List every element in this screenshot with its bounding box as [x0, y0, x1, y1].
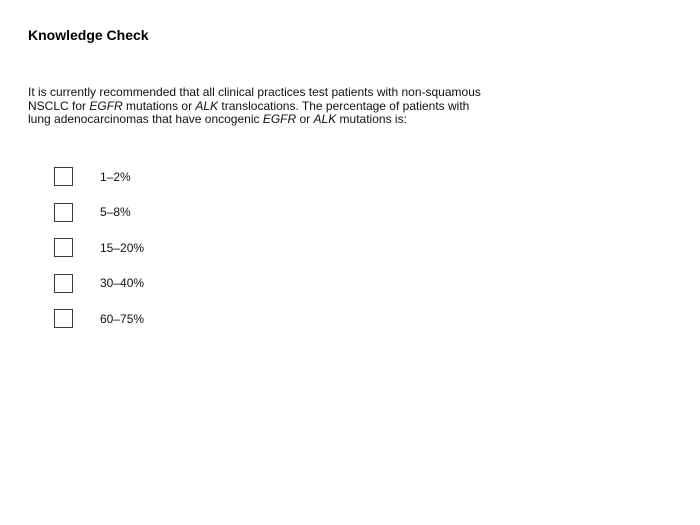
question-text-fragment: translocations. The percentage of patients with	[218, 98, 470, 113]
question-text-fragment: lung adenocarcinomas that have oncogenic	[28, 112, 263, 126]
gene-name-alk: ALK	[195, 98, 219, 113]
question-text-fragment: or	[296, 112, 314, 126]
answer-option-3[interactable]	[54, 236, 144, 259]
answer-option-1[interactable]	[54, 165, 144, 188]
option-label: 30–40%	[100, 276, 145, 290]
option-checkbox[interactable]	[54, 309, 73, 328]
question-text-fragment: NSCLC for	[28, 98, 90, 113]
option-label: 5–8%	[100, 205, 131, 219]
answer-option-4[interactable]	[54, 272, 144, 295]
answer-option-2[interactable]	[54, 201, 144, 224]
gene-name-egfr: EGFR	[89, 98, 123, 113]
question-line-1: It is currently recommended that all clinical practices test patients with non-squamous	[28, 85, 481, 99]
option-label: 15–20%	[100, 240, 145, 255]
option-checkbox[interactable]	[54, 274, 73, 293]
gene-name-alk: ALK	[313, 112, 337, 126]
option-checkbox[interactable]	[54, 167, 73, 186]
page-title: Knowledge Check	[28, 27, 149, 43]
option-label: 60–75%	[100, 311, 145, 326]
question-line-3	[28, 113, 528, 127]
question-line-2	[28, 100, 528, 114]
answer-options	[54, 165, 144, 343]
question-text-fragment: mutations is:	[336, 112, 407, 126]
question-text-fragment: mutations or	[122, 98, 196, 113]
answer-option-5[interactable]	[54, 307, 144, 330]
option-label: 1–2%	[100, 169, 131, 184]
option-checkbox[interactable]	[54, 238, 73, 257]
option-checkbox[interactable]	[54, 203, 73, 222]
gene-name-egfr: EGFR	[262, 112, 297, 126]
question-text	[28, 86, 528, 127]
